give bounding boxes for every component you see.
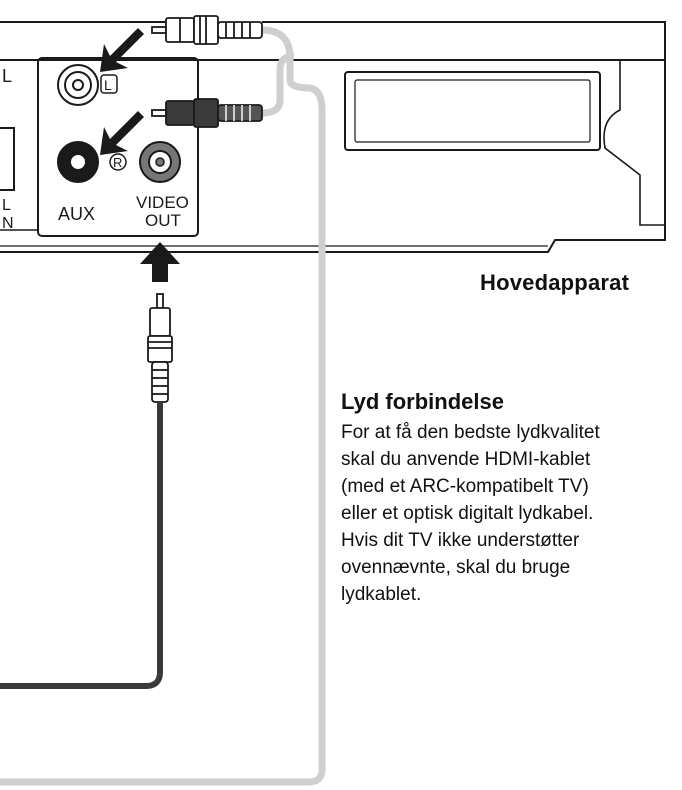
edge-label-top: L [2,66,13,86]
arrow-to-aux-l [100,28,148,72]
description-line: eller et optisk digitalt lydkabel. [341,503,594,524]
main-unit-label: Hovedapparat [480,270,630,295]
description-line: skal du anvende HDMI-kablet [341,449,591,470]
aux-label: AUX [58,204,96,224]
aux-l-label: L [104,77,112,93]
video-plug [148,294,172,402]
aux-r-label: R [113,155,123,170]
video-cable [0,402,160,686]
description-line: Hvis dit TV ikke understøtter [341,530,580,551]
arrow-to-video-out [140,242,180,282]
aux-l-jack [58,65,98,105]
description-line: (med et ARC-kompatibelt TV) [341,476,589,497]
aux-r-jack [58,142,98,182]
edge-label-bottom-2: N [2,215,14,232]
white-audio-plug [152,16,262,44]
edge-label-bottom-1: L [2,197,11,214]
description-line: lydkablet. [341,584,422,605]
description-block [341,389,671,608]
red-audio-plug [152,99,262,127]
display-window [345,72,600,150]
main-unit [0,22,665,252]
video-out-label-2: OUT [145,211,181,230]
video-out-label-1: VIDEO [136,193,189,212]
description-line: For at få den bedste lydkvalitet [341,422,600,443]
video-out-jack [140,142,180,182]
description-line: ovennævnte, skal du bruge [341,557,571,578]
arrow-to-aux-r [100,111,148,155]
description-title: Lyd forbindelse [341,389,504,414]
